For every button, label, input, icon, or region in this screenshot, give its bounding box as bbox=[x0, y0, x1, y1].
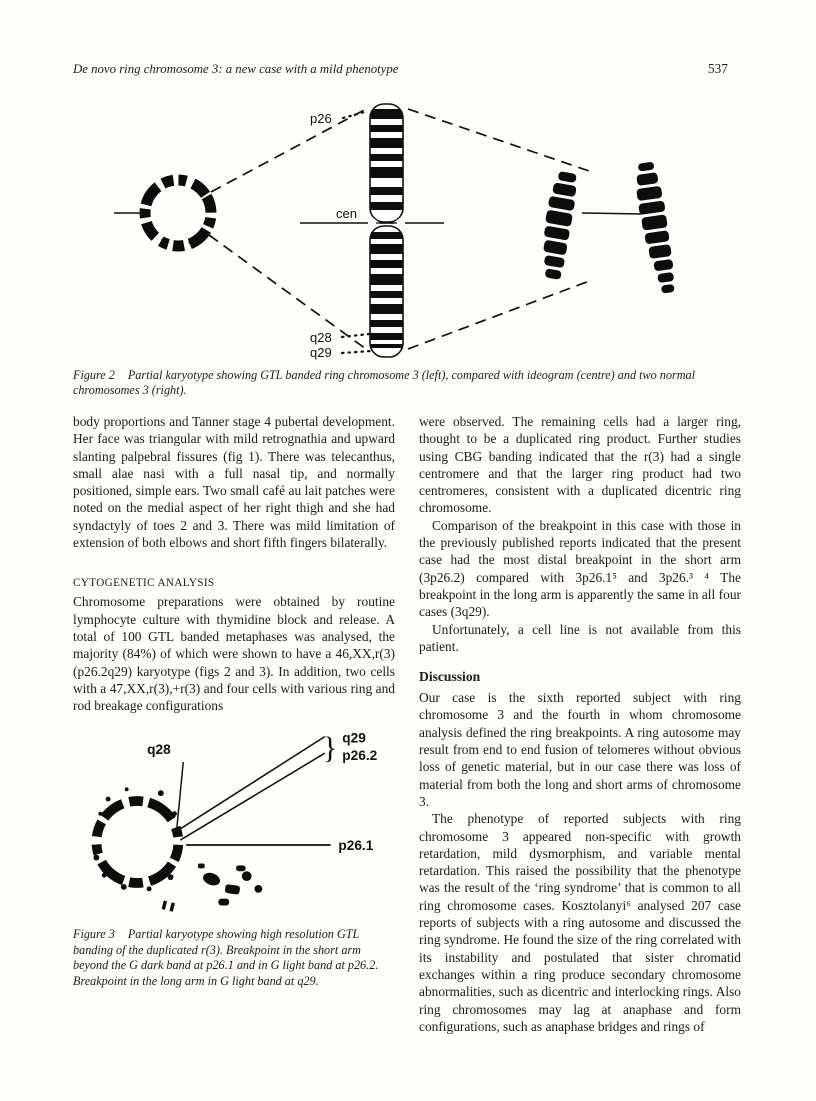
normal-chromosome-2 bbox=[633, 161, 677, 295]
normal-chromosome-1 bbox=[536, 170, 580, 280]
ideogram-labels bbox=[310, 111, 371, 360]
body-paragraph: were observed. The remaining cells had a larger ring, thought to be a duplicated ring product. Further studies using CBG banding indicated that the r(3) had a single centromere and that the larger ring product had two centromeres, consistent with a duplicated dicentric ring chromosome. bbox=[419, 414, 741, 516]
discussion-heading: Discussion bbox=[419, 669, 481, 685]
figure3-caption-label: Figure 3 bbox=[73, 927, 115, 942]
q29-label: q29 bbox=[342, 730, 366, 746]
q28-label: q28 bbox=[147, 742, 171, 758]
brace-glyph: } bbox=[322, 731, 338, 766]
left-column bbox=[73, 413, 395, 989]
figure2-caption-text: Partial karyotype showing GTL banded ring chromosome 3 (left), compared with ideogram (centre) and two normal chromosomes 3 (right). bbox=[73, 368, 695, 398]
p26-2-label: p26.2 bbox=[342, 748, 378, 764]
q29-label: q29 bbox=[310, 345, 332, 360]
right-column bbox=[419, 413, 741, 1035]
body-paragraph: Comparison of the breakpoint in this case with those in the previously published reports indicated that the present case had the most distal breakpoint in the short arm (3p26.2) compared with 3p26.1⁵ and 3p26.³ ⁴ The breakpoint in the long arm is apparently the same in all four cases (3q29). bbox=[419, 517, 741, 620]
figure3-image bbox=[73, 721, 395, 924]
figure2-caption-label: Figure 2 bbox=[73, 368, 115, 382]
pair-line bbox=[582, 213, 642, 214]
page-number: 537 bbox=[708, 61, 728, 76]
p26-label: p26 bbox=[310, 111, 332, 126]
chromatin-fragments bbox=[198, 864, 262, 906]
q28-label: q28 bbox=[310, 330, 332, 345]
body-paragraph: Chromosome preparations were obtained by routine lymphocyte culture with thymidine block and release. A total of 100 GTL banded metaphases was analysed, the majority (84%) of which were shown to have a 46,XX,r(3)(p26.2q29) karyotype (figs 2 and 3). In addition, two cells with a 47,XX,r(3),+r(3) and four cells with various ring and rod breakage configurations bbox=[73, 594, 395, 714]
ring-chromosome bbox=[114, 168, 223, 258]
body-paragraph: body proportions and Tanner stage 4 pubertal development. Her face was triangular with mild retrognathia and upward slanting palpebral fissures (fig 1). There was telecanthus, small alae nasi with a full nasal tip, and normally positioned, simple ears. Two small café au lait patches were noted on the medial aspect of her right thigh and she had syndactyly of toes 2 and 3. There was mild limitation of extension of both elbows and short fifth fingers bilaterally. bbox=[73, 414, 395, 551]
cen-label: cen bbox=[336, 206, 357, 221]
p26-1-label: p26.1 bbox=[338, 838, 374, 854]
figure2-image bbox=[70, 92, 750, 364]
body-paragraph: The phenotype of reported subjects with ring chromosome 3 appeared non-specific with growth retardation, mild dysmorphism, and variable mental retardation. This raised the possibility that the phenotype was the result of the ‘ring syndrome’ that is common to all ring chromosome cases. Kosztolanyi⁶ analysed 207 case reports of subjects with a ring autosome and discussed the ring syndrome. He found the size of the ring correlated with its instability and postulated that sister chromatid exchanges within a ring produce secondary chromosome abnormalities, such as dicentric and interlocking rings. Also ring chromosomes may lag at anaphase and form configurations, such as anaphase bridges and rings of bbox=[419, 811, 741, 1034]
body-paragraph: Unfortunately, a cell line is not available from this patient. bbox=[419, 621, 741, 654]
section-heading-cytogenetic: CYTOGENETIC ANALYSIS bbox=[73, 577, 215, 590]
figure3-caption bbox=[73, 927, 395, 989]
figure2-caption bbox=[73, 368, 725, 398]
figure3-caption-text: Partial karyotype showing high resolution GTL banding of the duplicated r(3). Breakpoint in the short arm beyond the G dark band at p26.1 and in G light band at p26.2. Breakpoint in the long arm in G light band at q29. bbox=[73, 927, 379, 988]
body-paragraph: Our case is the sixth reported subject with ring chromosome 3 and the fourth in whom chromosome analysis defined the ring breakpoints. A ring autosome may result from end to end fusion of telomeres without obvious loss of genetic material, but in our case there was loss of material from both the long and short arms of chromosome 3. bbox=[419, 690, 741, 809]
duplicated-ring-chromosome bbox=[80, 785, 195, 912]
running-title: De novo ring chromosome 3: a new case with a mild phenotype bbox=[73, 62, 399, 76]
chromosome3-ideogram bbox=[368, 104, 405, 357]
